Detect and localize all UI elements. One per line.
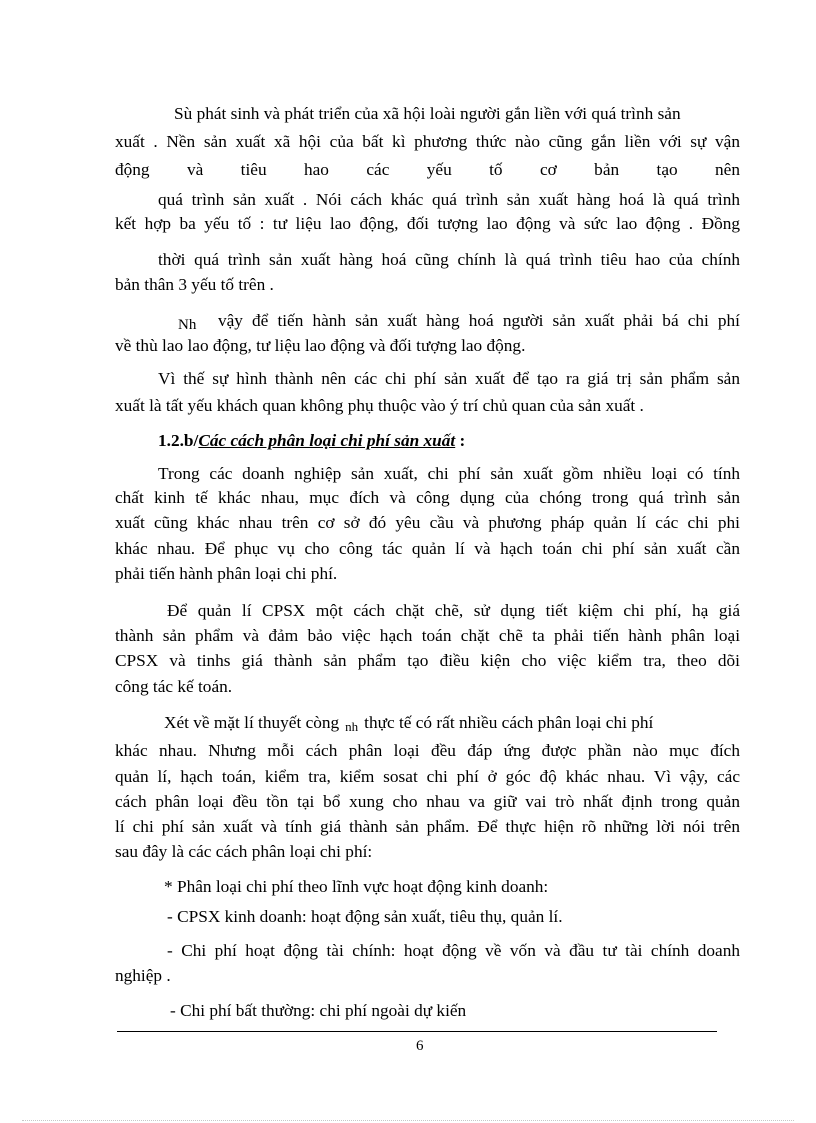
text-line: thành sản phẩm và đảm bảo việc hạch toán chặt chẽ ta phải tiến hành phân loại bbox=[115, 626, 740, 645]
list-intro: * Phân loại chi phí theo lĩnh vực hoạt động kinh doanh: bbox=[164, 877, 549, 896]
text-line: quá trình sản xuất . Nói cách khác quá trình sản xuất hàng hoá là quá trình bbox=[158, 190, 740, 209]
text-line: xuất cũng khác nhau trên cơ sở đó yêu cầu và phương pháp quản lí các chi phi bbox=[115, 513, 740, 532]
heading-suffix: : bbox=[455, 431, 466, 450]
text-line: lí chi phí sản xuất và tính giá thành sản phẩm. Để thực hiện rõ những lời nói trên bbox=[115, 817, 740, 836]
list-item-continuation: nghiệp . bbox=[115, 966, 171, 985]
text-line: xuất là tất yếu khách quan không phụ thuộc vào ý trí chủ quan của sản xuất . bbox=[115, 396, 644, 415]
text-line: CPSX và tinhs giá thành sản phẩm tạo điều kiện cho việc kiểm tra, theo dõi bbox=[115, 651, 740, 670]
text-line: quản lí, hạch toán, kiểm tra, kiểm sosat chi phí ở góc độ khác nhau. Vì vậy, các bbox=[115, 767, 740, 786]
list-item: - Chi phí hoạt động tài chính: hoạt động về vốn và đầu tư tài chính doanh bbox=[167, 941, 740, 960]
text-line: phải tiến hành phân loại chi phí. bbox=[115, 564, 338, 583]
text-line: Vì thế sự hình thành nên các chi phí sản xuất để tạo ra giá trị sản phẩm sản bbox=[158, 369, 740, 388]
text-line: khác nhau. Để phục vụ cho công tác quản lí và hạch toán chi phí sản xuất cần bbox=[115, 539, 740, 558]
text-line: kết hợp ba yếu tố : tư liệu lao động, đối tượng lao động và sức lao động . Đồng bbox=[115, 214, 740, 233]
text-line: thời quá trình sản xuất hàng hoá cũng chính là quá trình tiêu hao của chính bbox=[158, 250, 740, 269]
text-line: cách phân loại đều tồn tại bổ xung cho nhau va giữ vai trò nhất định trong quản bbox=[115, 792, 740, 811]
text-line: công tác kế toán. bbox=[115, 677, 233, 696]
text-fragment: Nh bbox=[178, 317, 197, 333]
heading-title: Các cách phân loại chi phí sản xuất bbox=[198, 431, 456, 450]
text-fragment: thực tế có rất nhiều cách phân loại chi phí bbox=[364, 713, 654, 732]
text-line: chất kinh tế khác nhau, mục đích và công dụng của chóng trong quá trình sản bbox=[115, 488, 740, 507]
text-line: khác nhau. Nhưng mỗi cách phân loại đều đáp ứng được phần nào mục đích bbox=[115, 741, 740, 760]
text-line: về thù lao lao động, tư liệu lao động và đối tượng lao động. bbox=[115, 336, 526, 355]
text-line: vậy để tiến hành sản xuất hàng hoá người sản xuất phải bá chi phí bbox=[218, 311, 740, 330]
section-heading bbox=[158, 430, 558, 452]
footer-divider bbox=[117, 1031, 717, 1032]
text-line: Để quản lí CPSX một cách chặt chẽ, sử dụng tiết kiệm chi phí, hạ giá bbox=[167, 601, 740, 620]
page-number: 6 bbox=[416, 1038, 424, 1054]
list-item: - CPSX kinh doanh: hoạt động sản xuất, tiêu thụ, quản lí. bbox=[167, 907, 563, 926]
page-bottom-border bbox=[22, 1120, 794, 1121]
text-line: sau đây là các cách phân loại chi phí: bbox=[115, 842, 373, 861]
text-line: Trong các doanh nghiệp sản xuất, chi phí sản xuất gồm nhiều loại có tính bbox=[158, 464, 740, 483]
text-line: động và tiêu hao các yếu tố cơ bản tạo nên bbox=[115, 160, 740, 179]
text-fragment: Xét về mặt lí thuyết còng bbox=[164, 713, 340, 732]
text-line: xuất . Nền sản xuất xã hội của bất kì phương thức nào cũng gắn liền với sự vận bbox=[115, 132, 740, 151]
text-fragment: nh bbox=[345, 719, 359, 734]
text-line: Sù phát sinh và phát triển của xã hội loài người gắn liền với quá trình sản bbox=[174, 104, 681, 123]
list-item: - Chi phí bất thường: chi phí ngoài dự kiến bbox=[170, 1001, 467, 1020]
text-line: bản thân 3 yếu tố trên . bbox=[115, 275, 274, 294]
text-line bbox=[164, 712, 740, 735]
heading-number: 1.2.b/ bbox=[158, 431, 199, 450]
